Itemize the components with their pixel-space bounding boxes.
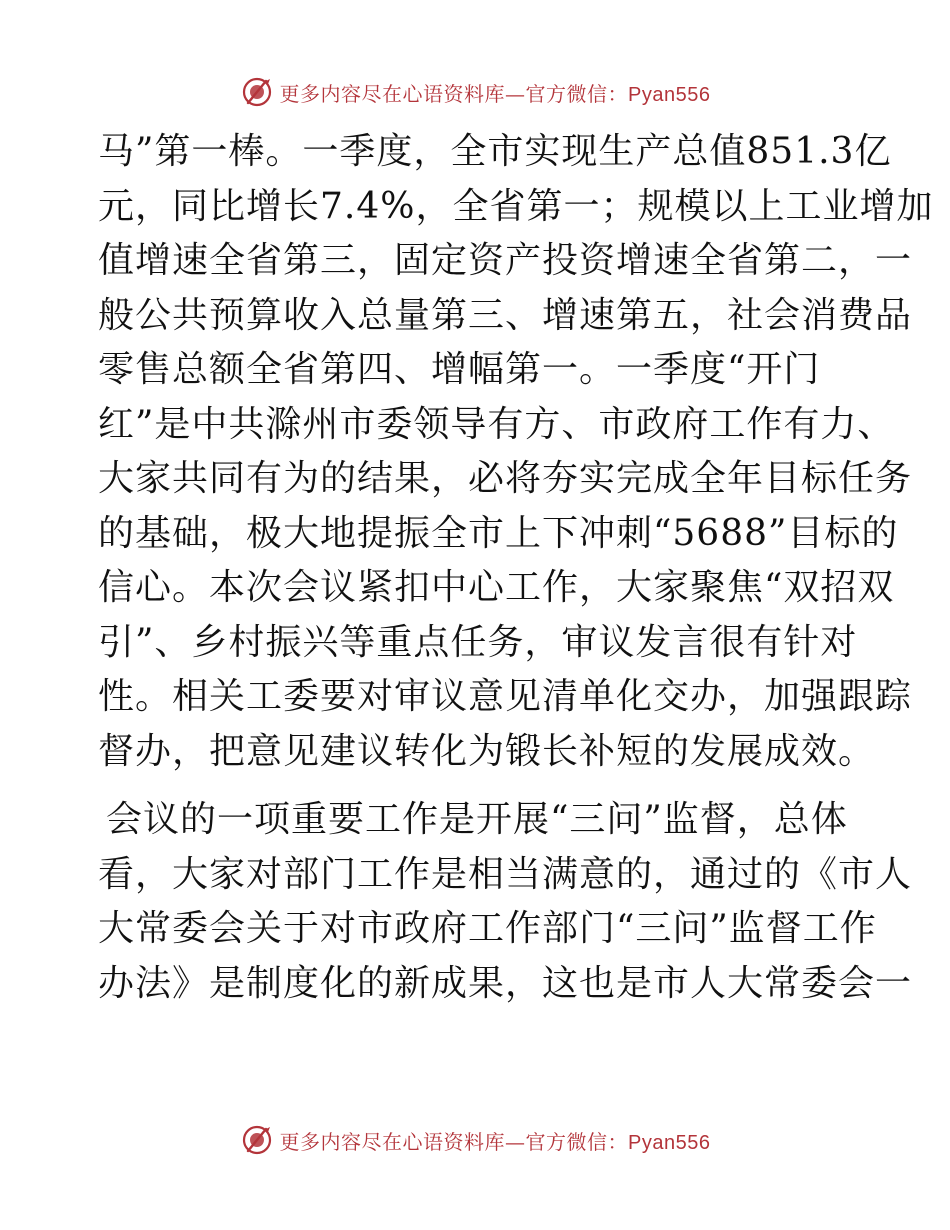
text-line: 督办，把意见建议转化为锻长补短的发展成效。 <box>98 730 876 772</box>
text-line: 引”、乡村振兴等重点任务，审议发言很有针对 <box>98 621 858 663</box>
watermark-text: 更多内容尽在心语资料库—官方微信：Pyan556 <box>279 81 711 106</box>
document-body <box>98 125 934 1011</box>
text-line: 性。相关工委要对审议意见清单化交办，加强跟踪 <box>98 676 913 717</box>
paragraph-2 <box>98 793 913 1011</box>
text-line: 般公共预算收入总量第三、增速第五，社会消费品 <box>98 294 913 336</box>
text-line: 元，同比增长7.4%，全省第一；规模以上工业增加 <box>98 185 934 227</box>
text-line: 大家共同有为的结果，必将夯实完成全年目标任务 <box>98 458 913 499</box>
quill-logo-icon <box>240 1123 274 1157</box>
text-line: 红”是中共滁州市委领导有方、市政府工作有力、 <box>98 403 895 445</box>
quill-logo-icon <box>240 75 274 109</box>
text-line: 会议的一项重要工作是开展“三问”监督，总体 <box>106 799 848 840</box>
watermark-text: 更多内容尽在心语资料库—官方微信：Pyan556 <box>279 1129 711 1154</box>
text-line: 的基础，极大地提振全市上下冲刺“5688”目标的 <box>98 512 899 554</box>
text-line: 信心。本次会议紧扣中心工作，大家聚焦“双招双 <box>98 567 895 608</box>
text-line: 马”第一棒。一季度，全市实现生产总值851.3亿 <box>98 131 892 172</box>
footer-watermark-banner <box>0 1120 950 1160</box>
text-line: 办法》是制度化的新成果，这也是市人大常委会一 <box>98 962 913 1004</box>
text-line: 零售总额全省第四、增幅第一。一季度“开门 <box>98 349 821 390</box>
text-line: 值增速全省第三，固定资产投资增速全省第二，一 <box>98 240 913 281</box>
text-line: 看，大家对部门工作是相当满意的，通过的《市人 <box>98 853 913 895</box>
paragraph-1 <box>98 125 934 779</box>
header-watermark-banner <box>0 72 950 112</box>
text-line: 大常委会关于对市政府工作部门“三问”监督工作 <box>98 908 877 949</box>
